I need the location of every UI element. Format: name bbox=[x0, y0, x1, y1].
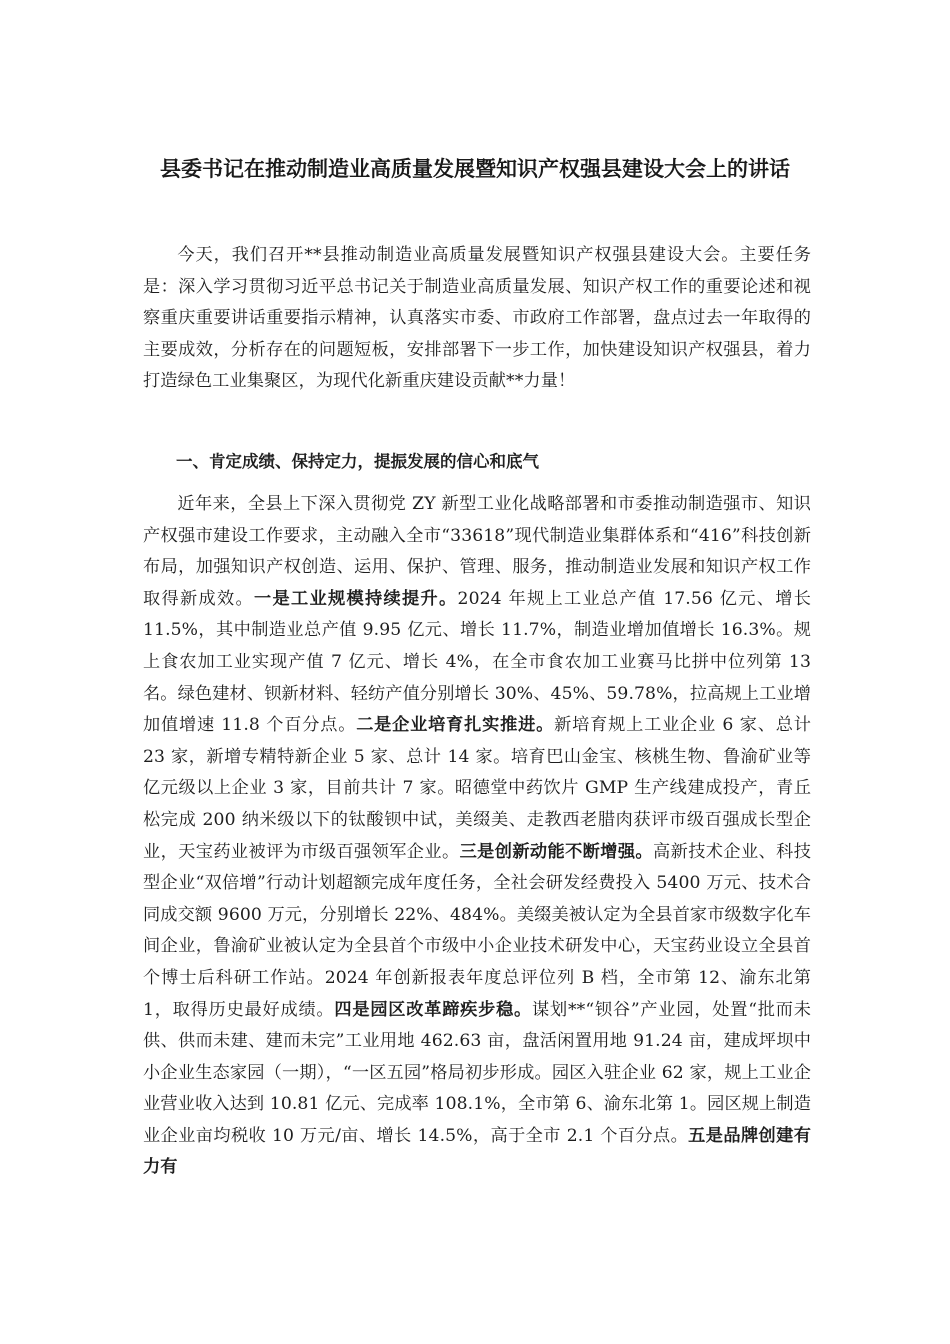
paragraph-text: 新培育规上工业企业 6 家、总计 23 家，新增专精特新企业 5 家、总计 14 家。培育巴山金宝、核桃生物、鲁渝矿业等亿元级以上企业 3 家，目前共计 7 家。昭德堂中药饮片 GMP 生产线建成投产，青丘松完成 200 纳米级以下的钛酸钡中试，美缀美、走教西老腊肉获评市级百强成长型企业，天宝药业被评为市级百强领军企业。 bbox=[143, 715, 811, 862]
intro-paragraph: 今天，我们召开**县推动制造业高质量发展暨知识产权强县建设大会。主要任务是：深入学习贯彻习近平总书记关于制造业高质量发展、知识产权工作的重要论述和视察重庆重要讲话重要指示精神，认真落实市委、市政府工作部署，盘点过去一年取得的主要成效，分析存在的问题短板，安排部署下一步工作，加快建设知识产权强县，着力打造绿色工业集聚区，为现代化新重庆建设贡献**力量！ bbox=[143, 245, 811, 392]
bold-highlight: 三是创新动能不断增强。 bbox=[459, 841, 654, 862]
bold-highlight: 一是工业规模持续提升。 bbox=[254, 588, 458, 609]
paragraph-text: 2024 年规上工业总产值 17.56 亿元、增长 11.5%，其中制造业总产值 9.95 亿元、增长 11.7%，制造业增加值增长 16.3%。规上食农加工业实现产值 7 亿元、增长 4%，在全市食农加工业赛马比拼中位列第 13 名。绿色建材、钡新材料、轻纺产值分别增长 30%、45%、59.78%，拉高规上工业增加值增速 11.8 个百分点。 bbox=[143, 588, 811, 736]
bold-highlight: 二是企业培育扎实推进。 bbox=[356, 715, 555, 736]
section-paragraph bbox=[143, 489, 811, 1184]
section-heading: 一、肯定成绩、保持定力，提振发展的信心和底气 bbox=[176, 452, 539, 471]
document-title: 县委书记在推动制造业高质量发展暨知识产权强县建设大会上的讲话 bbox=[160, 157, 790, 181]
paragraph-text: 近年来，全县上下深入贯彻党 ZY 新型工业化战略部署和市委推动制造强市、知识产权强市建设工作要求，主动融入全市“33618”现代制造业集群体系和“416”科技创新布局，加强知识产权创造、运用、保护、管理、服务，推动制造业发展和知识产权工作取得新成效。 bbox=[143, 494, 811, 609]
paragraph-text: 高新技术企业、科技型企业“双倍增”行动计划超额完成年度任务，全社会研发经费投入 5400 万元、技术合同成交额 9600 万元，分别增长 22%、484%。美缀美被认定为全县首家市级数字化车间企业，鲁渝矿业被认定为全县首个市级中小企业技术研发中心，天宝药业设立全县首个博士后科研工作站。2024 年创新报表年度总评位列 B 档，全市第 12、渝东北第 1，取得历史最好成绩。 bbox=[143, 841, 811, 1020]
bold-highlight: 四是园区改革蹄疾步稳。 bbox=[334, 999, 533, 1020]
paragraph-text: 谋划**“钡谷”产业园，处置“批而未供、供而未建、建而未完”工业用地 462.63 亩，盘活闲置用地 91.24 亩，建成坪坝中小企业生态家园（一期），“一区五园”格局初步形成。园区入驻企业 62 家，规上工业企业营业收入达到 10.81 亿元、完成率 108.1%，全市第 6、渝东北第 1。园区规上制造业企业亩均税收 10 万元/亩、增长 14.5%，高于全市 2.1 个百分点。 bbox=[143, 999, 811, 1146]
bold-highlight: 五是品牌创建有力有 bbox=[143, 1125, 811, 1178]
